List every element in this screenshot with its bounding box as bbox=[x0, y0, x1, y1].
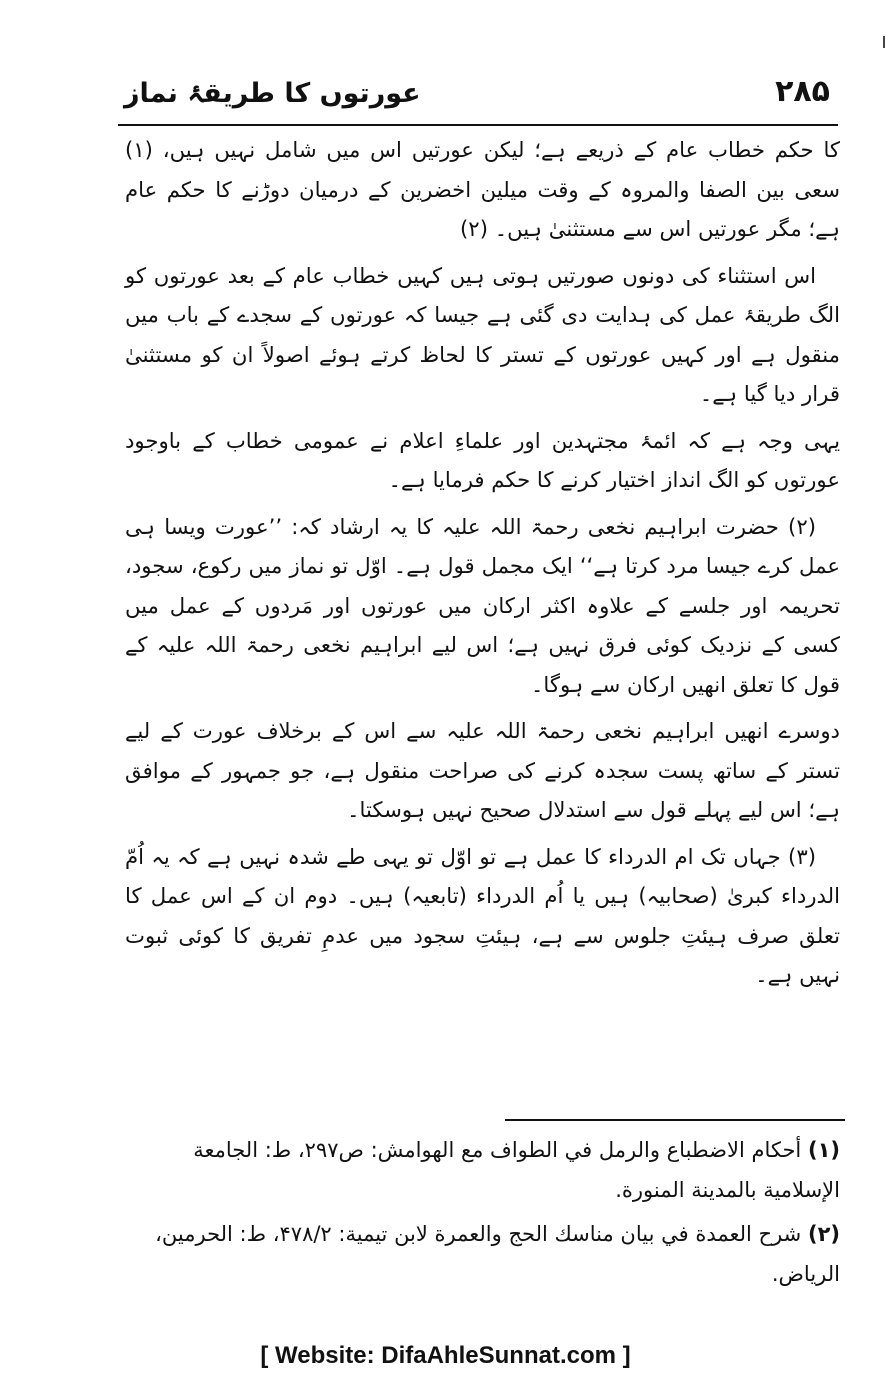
website-footer: [ Website: DifaAhleSunnat.com ] bbox=[260, 1342, 631, 1369]
paragraph-3: یہی وجہ ہے کہ ائمۂ مجتہدین اور علماءِ اعلام نے عمومی خطاب کے باوجود عورتوں کو الگ انداز اختیار کرنے کا حکم فرمایا ہے۔ bbox=[125, 427, 840, 492]
footnote-2 bbox=[125, 1214, 840, 1294]
running-title: عورتوں کا طریقۂ نماز bbox=[124, 78, 421, 109]
paragraph-4: (۲) حضرت ابراہیم نخعی رحمۃ اللہ علیہ کا یہ ارشاد کہ: ’’عورت ویسا ہی عمل کرے جیسا مرد کرتا ہے‘‘ ایک مجمل قول ہے۔ اوّل تو نماز میں رکوع، سجود، تحریمہ اور جلسے کے علاوہ اکثر ارکان میں عورتوں اور مَردوں کے عمل میں کسی کے نزدیک کوئی فرق نہیں ہے؛ اس لیے ابراہیم نخعی رحمۃ اللہ علیہ کے قول کا تعلق انھیں ارکان سے ہوگا۔ bbox=[125, 513, 840, 697]
body-text bbox=[125, 130, 840, 1002]
footnote-2-text: شرح العمدة في بيان مناسك الحج والعمرة لابن تيمية: ۴۷۸/۲، ط: الحرمين، الرياض. bbox=[155, 1222, 840, 1286]
footnote-2-number: (۲) bbox=[807, 1222, 840, 1246]
page-header bbox=[118, 64, 838, 126]
footnotes bbox=[125, 1130, 840, 1298]
footnote-divider bbox=[505, 1119, 845, 1121]
paragraph-1: کا حکم خطاب عام کے ذریعے ہے؛ لیکن عورتیں اس میں شامل نہیں ہیں، (۱) سعی بین الصفا والمروہ کے وقت میلین اخضرین کے درمیان دوڑنے کا حکم عام ہے؛ مگر عورتیں اس سے مستثنیٰ ہیں۔ (۲) bbox=[125, 137, 840, 241]
paragraph-5: دوسرے انھیں ابراہیم نخعی رحمۃ اللہ علیہ سے اس کے برخلاف عورت کے لیے تستر کے ساتھ پست سجدہ کرنے کی صراحت منقول ہے، جو جمہور کے موافق ہے؛ اس لیے پہلے قول سے استدلال صحیح نہیں ہوسکتا۔ bbox=[125, 718, 840, 822]
footnote-1 bbox=[125, 1130, 840, 1210]
scan-edge-mark bbox=[883, 36, 885, 48]
paragraph-2: اس استثناء کی دونوں صورتیں ہوتی ہیں کہیں خطاب عام کے بعد عورتوں کو الگ طریقۂ عمل کی ہدایت دی گئی ہے جیسا کہ عورتوں کے سجدے کے باب میں منقول ہے اور کہیں عورتوں کے تستر کا لحاظ کرتے ہوئے اصولاً ان کو مستثنیٰ قرار دیا گیا ہے۔ bbox=[125, 262, 840, 406]
footnote-1-number: (۱) bbox=[807, 1138, 840, 1162]
paragraph-6: (۳) جہاں تک ام الدرداء کا عمل ہے تو اوّل تو یہی طے شدہ نہیں ہے کہ یہ اُمّ الدرداء کبریٰ (صحابیہ) ہیں یا اُم الدرداء (تابعیہ) ہیں۔ دوم ان کے اس عمل کا تعلق صرف ہیئتِ جلوس سے ہے، ہیئتِ سجود میں عدمِ تفریق کا کوئی ثبوت نہیں ہے۔ bbox=[125, 843, 840, 987]
page-number: ۲۸۵ bbox=[775, 74, 830, 109]
footnote-1-text: أحكام الاضطباع والرمل في الطواف مع الهوامش: ص۲۹۷، ط: الجامعة الإسلامية بالمدينة المنورة. bbox=[193, 1138, 840, 1202]
